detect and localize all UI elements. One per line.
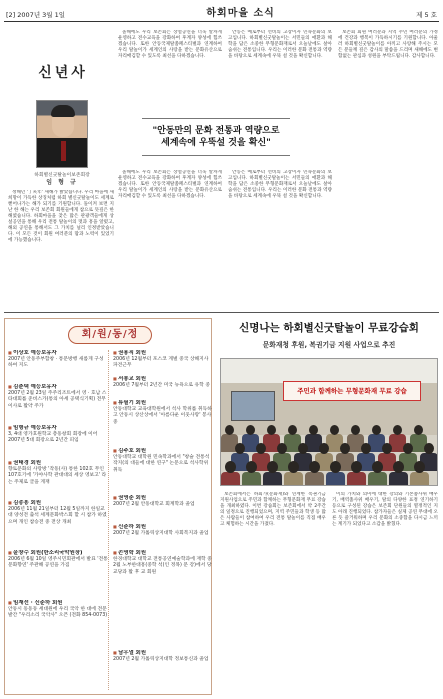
audience-head xyxy=(225,461,236,473)
member-news-item xyxy=(8,384,108,422)
audience-head xyxy=(372,425,381,435)
member-name: ■ 류필기 회원 xyxy=(113,400,213,406)
audience-head xyxy=(246,425,255,435)
audience-head xyxy=(403,443,413,454)
member-name: ■ 김종흥 회원 xyxy=(8,500,108,506)
projector-screen xyxy=(231,391,275,421)
member-news-text: 2006년 12월부터 포스코 게벌 중국 상해지사 파견근무 xyxy=(113,357,209,369)
audience-body xyxy=(242,472,261,486)
audience-head xyxy=(361,443,371,454)
article-body-2: 이의 가치와 의미에 대한 강의와 기본춤사위 배우기, 배역춤사위 배우기, 탈의 다양한 표정 연기하기 등으로 구성된 강습은 보존회 단원들의 열정적인 지도 아래 진행되었다. 참가자들은 실제 공연 무대에 오른 듯 즐거워하며 우리 문화의 소중함을 다시금 느끼는 계기가 되었다고 소감을 밝혔다. xyxy=(332,492,438,527)
audience-head xyxy=(256,443,266,454)
author-caption xyxy=(12,172,112,186)
member-news-text: 향토문화의 사랑방 '작동(사) 통한 102호 무인 107호기에 '가야사학 관대대의 세상 영보고' 라는 주제로 글을 게재 xyxy=(8,467,107,485)
member-news-item xyxy=(113,550,213,647)
news-column-divider xyxy=(108,350,109,690)
article-body-1: 보존회에서는 하회가(문화재)와 연계한 복권기금 지원사업으로 주민과 함께하는 무형문화재 무료 강습을 개최하였다. 이번 강습회는 보존회에서 약 2주간의 일정으로 진행되었으며, 지역 주민들과 학생 등 많은 사람들이 참여하여 우리 전통 탈놀이를 직접 배우고 체험하는 시간을 가졌다. xyxy=(220,492,326,527)
member-name: ■ 권영준 회원 xyxy=(113,495,213,501)
member-news-item xyxy=(8,500,108,547)
masthead: 하회마을 소식 xyxy=(206,8,275,19)
member-news-text: 2007년 2월 안동대학교 회계학과 졸업 xyxy=(113,502,195,508)
member-name: ■ 남우열 회원 xyxy=(113,650,213,656)
member-name: ■ 서봉교 회원 xyxy=(113,376,213,382)
column-text-4: 보존회 회원 여러분과 지역 주민 여러분의 가정에 건강과 행복이 가득하시기를 기원합니다. 아울러 하회별신굿탈놀이를 아끼고 사랑해 주시는 모든 분들께 깊은 감사의 말씀을 드리며 새해에도 변함없는 관심과 성원을 부탁드립니다. 감사합니다. xyxy=(338,30,438,59)
audience-head xyxy=(414,425,423,435)
member-name: ■ 김주호 회원 xyxy=(113,448,213,454)
pull-quote: "안동만의 문화 전통과 역량으로 세계속에 우뚝설 것을 확신" xyxy=(142,118,290,156)
member-name: ■ 이상호 예능보유자 xyxy=(8,350,108,356)
audience-head xyxy=(246,461,257,473)
column-text-2: 올해에도 우리 보존회는 상설공연을 더욱 알차게 운영하고 전수교육을 강화하여 후계자 양성에 힘쓰겠습니다. 또한 안동국제탈춤페스티벌과 연계하여 우리 탈놀이가 세계인의 사랑을 받는 문화유산으로 자리매김할 수 있도록 최선을 다하겠습니다. xyxy=(118,30,222,59)
audience-body xyxy=(389,472,408,486)
audience-head xyxy=(267,425,276,435)
author-photo xyxy=(36,100,88,168)
audience-head xyxy=(414,461,425,473)
issue-date: [2] 2007년 3월 1일 xyxy=(6,11,66,19)
member-news-item xyxy=(113,350,213,373)
column-text-3: 안동은 예로부터 선비의 고장이자 민속문화의 보고입니다. 하회별신굿탈놀이는 서민들의 애환과 해학을 담은 소중한 무형문화재로서 오늘날에도 살아 숨쉬는 전통입니다. 우리는 이러한 문화 전통과 역량을 바탕으로 세계속에 우뚝 설 것을 확신합니다. xyxy=(228,30,332,59)
column-title: 신년사 xyxy=(38,65,88,81)
author-org: 하회별신굿탈놀이보존회장 xyxy=(34,173,90,178)
audience-body xyxy=(263,472,282,486)
member-news-item xyxy=(113,650,213,690)
member-name: ■ 권태경 회원 xyxy=(8,460,108,466)
section-divider xyxy=(4,312,439,313)
author-name: 임 형 규 xyxy=(46,179,78,186)
member-news-item xyxy=(8,600,108,690)
member-news-item xyxy=(113,495,213,521)
member-news-item xyxy=(8,350,108,381)
member-news-text: 안동시 동동동 세대원에 우리 국악 한 대에 전문 발간 "우리소리 국악사" 오픈 (전화 854-0073) xyxy=(8,607,108,619)
audience-head xyxy=(288,461,299,473)
audience-body xyxy=(347,472,366,486)
audience-head xyxy=(424,443,434,454)
column-text-6: 안동은 예로부터 선비의 고장이자 민속문화의 보고입니다. 하회별신굿탈놀이는 서민들의 애환과 해학을 담은 소중한 무형문화재로서 오늘날에도 살아 숨쉬는 전통입니다. 우리는 이러한 문화 전통과 역량을 바탕으로 세계속에 우뚝 설 것을 확신합니다. xyxy=(228,170,332,199)
audience-body xyxy=(368,472,387,486)
audience-head xyxy=(235,443,245,454)
audience-head xyxy=(309,425,318,435)
column-text-1: 정해년 '丁亥年' 새해가 밝았습니다. 우리 마을에 새 희망이 가득한 상징처럼 하회 별신굿탈놀이도 세계로 뻗어나가는 해가 되기를 기원합니다. 돌이켜 보면 지난 한 해는 우리 보존회 회원들에게 참으로 뜻깊은 한 해였습니다. 하회마을을 찾은 많은 관광객들에게 상설공연을 통해 우리 전통 탈놀이의 멋과 흥을 알렸고, 해외 공연을 통해서도 그 가치를 널리 인정받았습니다. 이 모든 것이 회원 여러분의 땀과 노력이 있었기에 가능했습니다. xyxy=(8,190,114,243)
audience-head xyxy=(288,425,297,435)
audience-head xyxy=(351,425,360,435)
page-header xyxy=(4,4,439,22)
member-news-item xyxy=(113,524,213,547)
member-news-item xyxy=(8,460,108,497)
page-number: 제 5 호 xyxy=(416,11,437,19)
photo-banner: 주민과 함께하는 무형문화재 무료 강습 xyxy=(283,381,421,401)
member-news-item xyxy=(113,400,213,445)
member-news-text: 안동대학교 대학원 민속학과에서 "창슬 전통석작지(의 대들에 대한 연구" 논문으로 석사학위 취득 xyxy=(113,455,210,473)
member-news-text: 2007년 2월 23일 주주리조트에서 영 · 호남 스타대회를 준비스가(통의 아세 공택식기획) 전무 이사로 활약 주가 xyxy=(8,391,107,409)
audience-head xyxy=(351,461,362,473)
audience-head xyxy=(393,461,404,473)
column-text-5: 올해에도 우리 보존회는 상설공연을 더욱 알차게 운영하고 전수교육을 강화하여 후계자 양성에 힘쓰겠습니다. 또한 안동국제탈춤페스티벌과 연계하여 우리 탈놀이가 세계인의 사랑을 받는 문화유산으로 자리매김할 수 있도록 최선을 다하겠습니다. xyxy=(118,170,222,199)
audience-body xyxy=(284,472,303,486)
member-news-text: 2006년 7월부터 2년간 미국 뉴욕으로 유학 중 xyxy=(113,383,210,389)
member-news-text: 2007년 2월 가톨릭상지대학 사회복지과 졸업 xyxy=(113,531,209,537)
member-name: ■ 윤창수 회원(한소리국악원장) xyxy=(8,550,108,556)
audience-head xyxy=(225,425,234,435)
audience-body xyxy=(305,472,324,486)
member-name: ■ 김춘택 예능보유자 xyxy=(8,384,108,390)
member-news-text: 2007년 안동주부합창 · 통문방행 새롭게 구성하여 지도 xyxy=(8,357,104,369)
member-news-item xyxy=(113,376,213,397)
member-name: ■ 신준하 회원 xyxy=(113,524,213,530)
audience-body xyxy=(410,472,429,486)
audience-head xyxy=(393,425,402,435)
member-name: ■ 손영학 회원 xyxy=(113,550,213,556)
member-news-title: 회/원/동/정 xyxy=(68,326,152,344)
member-news-text: 한경대학교 대학교 전통공연예술학과에 재학 중 2월 노부한대흥(중학 석(인 정목) 문 강)에서 당교당과 활 후 교 회원 xyxy=(113,557,212,575)
member-news-item xyxy=(8,550,108,597)
member-news-text: 안동대학교 교육대학원에서 석사 학위를 취득하고 안동시 상산상에서 '아름다운 이웃사랑' 봉사 중 xyxy=(113,407,212,425)
audience-head xyxy=(309,461,320,473)
member-news-item xyxy=(113,448,213,492)
audience-head xyxy=(372,461,383,473)
audience-head xyxy=(319,443,329,454)
audience-head xyxy=(340,443,350,454)
audience-head xyxy=(267,461,278,473)
member-name: ■ 임재선 · 신준하 회원 xyxy=(8,600,108,606)
article-subtitle: 문화재청 후원, 복권기금 지원 사업으로 추진 xyxy=(262,341,396,349)
audience-body xyxy=(326,472,345,486)
member-news-text: 2006년 6월 10일 영주시민회관에서 발표 '전통문화향연' 주관해 공연을 가짐 xyxy=(8,557,108,569)
member-name: ■ 권용직 회원 xyxy=(113,350,213,356)
member-news-text: 3, 4대 영가호원학교 총동창회 회장에 이어 2007년 5대 회장으로 2년간 피임 xyxy=(8,432,98,444)
audience-head xyxy=(298,443,308,454)
member-news-item xyxy=(8,425,108,457)
audience-body xyxy=(221,472,240,486)
audience-head xyxy=(382,443,392,454)
member-name: ■ 임형규 예능보유자 xyxy=(8,425,108,431)
member-news-text: 2006년 11월 21일부터 12월 5일까지 한일교대 양성전 출석 세계문화박스회 할 시 참가 하였으며 개인 참승전 중 전상 개최 xyxy=(8,507,107,525)
audience-head xyxy=(277,443,287,454)
audience-head xyxy=(330,425,339,435)
article-title: 신명나는 하회별신굿탈놀이 무료강습회 xyxy=(239,322,419,334)
audience-head xyxy=(330,461,341,473)
member-news-text: 2007년 2월 가톨릭상지대학 정보통신과 졸업 xyxy=(113,657,209,663)
workshop-photo xyxy=(220,358,438,486)
